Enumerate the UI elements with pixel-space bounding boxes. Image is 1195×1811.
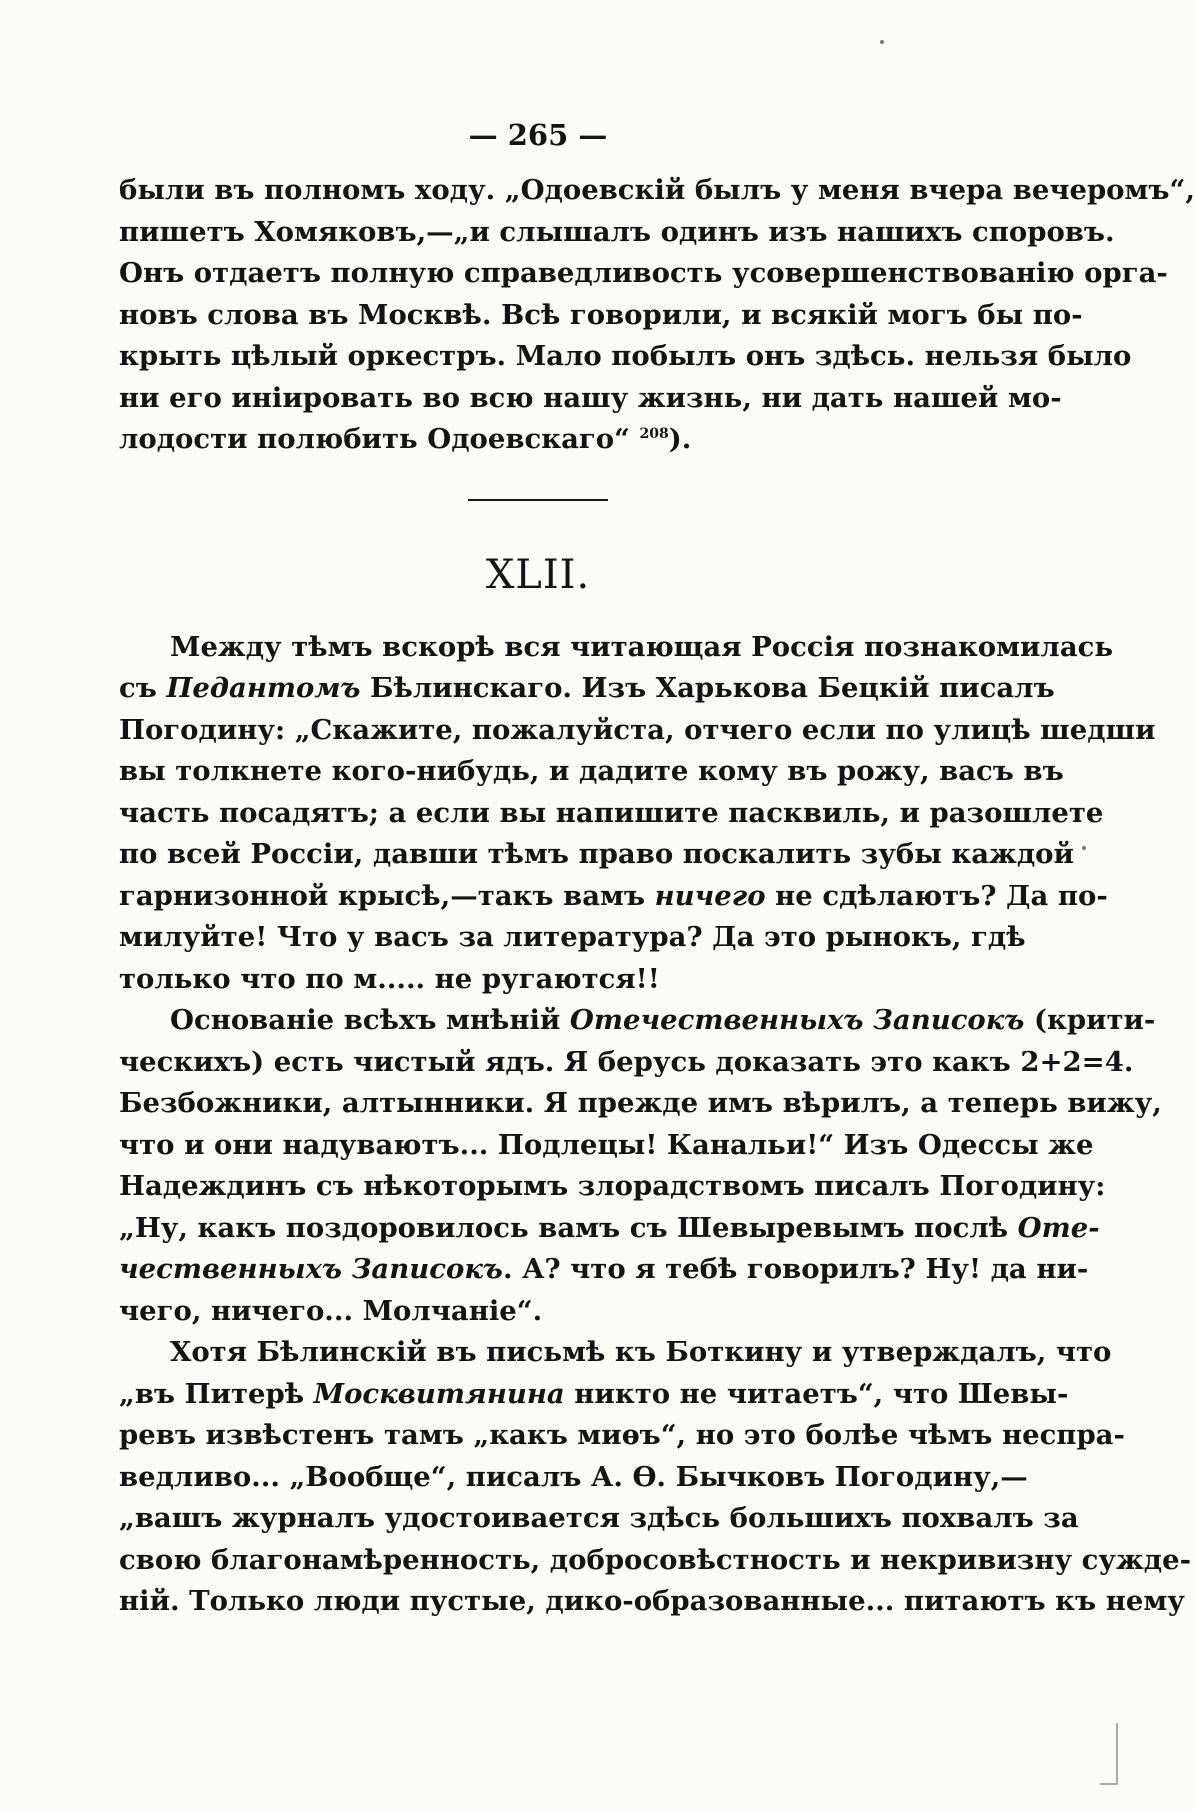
paragraph-2 [119,1000,1162,1332]
page-number: — 265 — [468,118,608,152]
text-line: по всей Россіи, давши тѣмъ право поскалить зубы каждой [119,838,1074,870]
italic-title: чественныхъ Записокъ [119,1253,503,1285]
italic-title: Отечественныхъ Записокъ [569,1004,1025,1036]
scan-speck [1082,846,1086,850]
paragraph-1 [119,627,1156,1001]
paragraph-3 [119,1332,1191,1623]
text-fragment: (крити- [1024,1004,1156,1036]
text-line [119,1374,1069,1416]
text-fragment: никто не читаетъ“, что Шевы- [564,1377,1069,1410]
text-fragment: . А? что я тебѣ говорилъ? Ну! да ни- [502,1253,1089,1285]
text-line: чего, ничего... Молчаніе“. [119,1294,543,1327]
text-line [119,1208,1100,1250]
text-line: ревъ извѣстенъ тамъ „какъ миѳъ“, но это болѣе чѣмъ неспра- [119,1419,1125,1451]
text-line: Онъ отдаетъ полную справедливость усовершенствованію орга- [119,257,1168,289]
text-fragment: ). [668,423,692,455]
text-line [119,876,1108,918]
text-line: ній. Только люди пустые, дико-образованные... питаютъ къ нему [119,1585,1185,1617]
text-line [119,1249,1089,1291]
scan-corner-mark [1100,1723,1118,1785]
text-line: крыть цѣлый оркестръ. Мало побылъ онъ здѣсь. нельзя было [119,340,1132,372]
italic-title: Оте- [1017,1211,1100,1244]
section-divider [468,499,608,501]
italic-emphasis: ничего [654,879,766,912]
chapter-title: XLII. [485,551,591,598]
text-line: Между тѣмъ вскорѣ вся читающая Россія познакомилась [170,630,1114,663]
italic-title: Педантомъ [166,672,361,704]
text-fragment: „Ну, какъ поздоровилось вамъ съ Шевыревымъ послѣ [119,1211,1018,1244]
text-line: свою благонамѣренность, добросовѣстность и некривизну сужде- [119,1543,1191,1576]
text-line: ни его иніировать во всю нашу жизнь, ни дать нашей мо- [119,381,1062,414]
text-line: Надеждинъ съ нѣкоторымъ злорадствомъ писалъ Погодину: [119,1170,1106,1202]
intro-paragraph [119,170,1195,461]
text-line: часть посадятъ; а если вы напишите пасквиль, и разошлете [119,796,1104,829]
text-line: пишетъ Хомяковъ,—„и слышалъ одинъ изъ нашихъ споровъ. [119,215,1115,248]
text-line [119,419,957,461]
text-fragment: Основаніе всѣхъ мнѣній [170,1004,570,1036]
text-line: были въ полномъ ходу. „Одоевскій былъ у меня вчера вечеромъ“, [119,174,1195,206]
text-line: Безбожники, алтынники. Я прежде имъ вѣрилъ, а теперь вижу, [119,1087,1162,1119]
text-fragment: съ [119,672,167,704]
text-line: ведливо... „Вообще“, писалъ А. Ѳ. Бычковъ Погодину,— [119,1460,1028,1493]
text-fragment: гарнизонной крысѣ,—такъ вамъ [119,879,655,912]
text-fragment: „въ Питерѣ [119,1377,314,1410]
text-fragment: не сдѣлаютъ? Да по- [765,879,1108,912]
text-fragment: Бѣлинскаго. Изъ Харькова Бецкій писалъ [360,672,1055,704]
text-line: вы толкнете кого-нибудь, и дадите кому въ рожу, васъ въ [119,755,1064,787]
footnote-reference: 208 [639,425,669,442]
text-fragment: лодости полюбить Одоевскаго“ [119,423,630,455]
text-line: милуйте! Что у васъ за литература? Да это рынокъ, гдѣ [119,921,1026,953]
text-line: Хотя Бѣлинскій въ письмѣ къ Боткину и утверждалъ, что [170,1336,1112,1368]
book-page [119,112,1195,1623]
text-line [119,668,1055,710]
scan-speck [880,40,884,44]
text-line: что и они надуваютъ... Подлецы! Канальи!“ Изъ Одессы же [119,1128,1094,1161]
text-line: новъ слова въ Москвѣ. Всѣ говорили, и всякій могъ бы по- [119,298,1083,331]
text-line: „вашъ журналъ удостоивается здѣсь большихъ похвалъ за [119,1502,1079,1534]
italic-title: Москвитянина [313,1377,565,1410]
text-line [119,1000,1156,1042]
text-line: ческихъ) есть чистый ядъ. Я берусь доказать это какъ 2+2=4. [119,1045,1134,1078]
text-line: только что по м..... не ругаются!! [119,962,660,995]
text-line: Погодину: „Скажите, пожалуйста, отчего если по улицѣ шедши [119,713,1156,746]
